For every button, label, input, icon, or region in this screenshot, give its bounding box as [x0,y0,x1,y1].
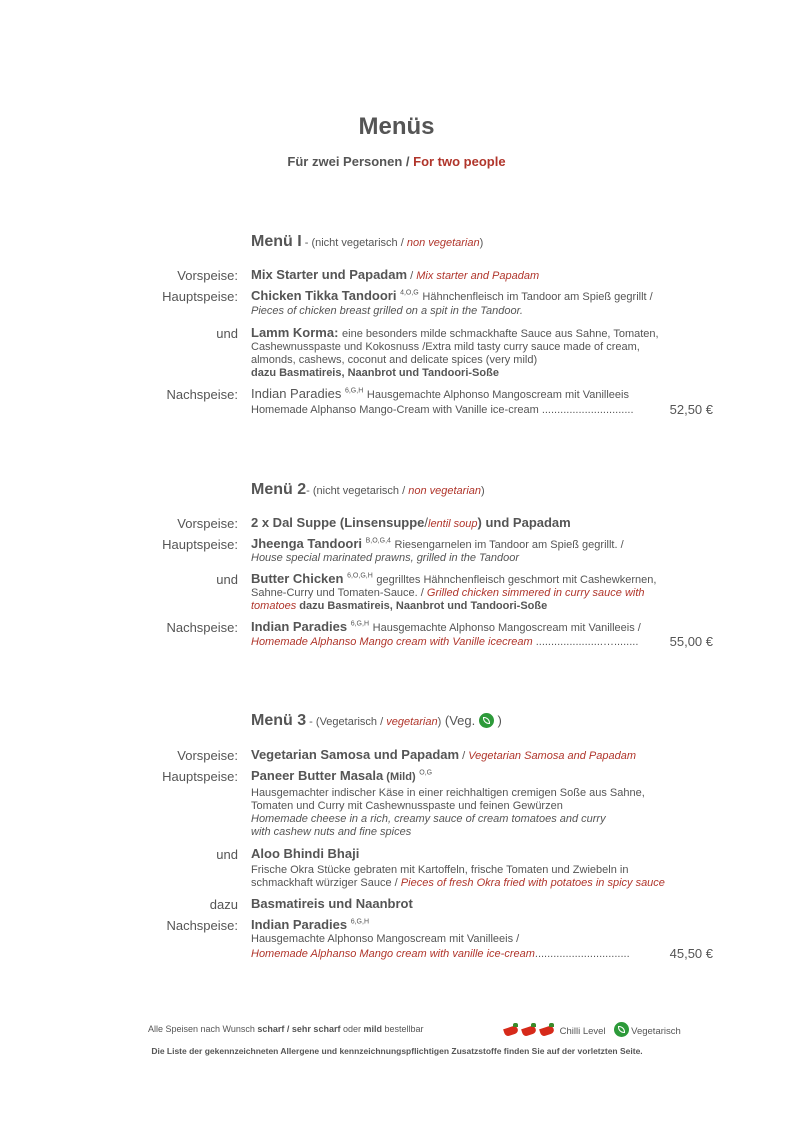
dish-desc-en: with cashew nuts and fine spices [251,826,412,838]
menu-1-note-close: ) [479,237,484,249]
menu-3-note-en: vegetarian [386,716,438,728]
menu-3-starter [251,747,636,762]
allergen-codes: O,G [419,769,433,777]
menu-1-price-line [251,404,713,416]
course-label: Hauptspeise: [162,289,238,304]
menu-2-note-close: ) [481,485,485,497]
menu-2-price: 55,00 € [669,634,713,649]
allergen-codes: 6,O,G,H [347,572,373,580]
allergen-codes: 4,O,G [400,289,419,297]
course-label: Vorspeise: [177,748,238,763]
course-label: Vorspeise: [177,516,238,531]
dish-name: Butter Chicken [251,571,344,586]
chili-icon [539,1023,555,1036]
menu-3-price-line [251,948,713,960]
dish-desc-en: Homemade cheese in a rich, creamy sauce of cream tomatoes and curry [251,813,606,825]
menu-3-dessert [251,917,369,932]
dish-name: Basmatireis und Naanbrot [251,896,413,911]
menu-2-main [251,536,624,551]
dish-desc-en: Homemade Alphanso Mango cream with vanille ice-cream [251,948,535,960]
dish-name: Paneer Butter Masala [251,768,384,783]
menu-1-starter [251,267,539,282]
footer-text-bold: scharf / sehr scharf [257,1024,341,1034]
dish-name: Jheenga Tandoori [251,536,362,551]
dish-name: Indian Paradies [251,917,348,932]
dish-name: Lamm Korma: [251,325,339,340]
dish-name: Mix Starter und Papadam [251,267,408,282]
dish-desc: gegrilltes Hähnchenfleisch geschmort mit Cashewkernen, [376,574,657,586]
subtitle-en: For two people [413,154,506,169]
menu-2-note-en: non vegetarian [408,485,481,497]
dish-name: 2 x Dal Suppe (Linsensuppe [251,515,425,530]
menu-2-name: Menü 2 [251,481,307,498]
dish-name: Chicken Tikka Tandoori [251,288,397,303]
menu-3-note-de: - (Vegetarisch / [306,716,387,728]
menu-1-side [251,325,659,340]
dish-desc: Frische Okra Stücke gebraten mit Kartoffeln, frische Tomaten und Zwiebeln in [251,864,629,876]
dish-desc-en: Pieces of chicken breast grilled on a spit in the Tandoor. [251,305,523,317]
course-label: Nachspeise: [166,620,238,635]
menu-1-dessert [251,386,629,401]
menu-3-veg-open: (Veg. [441,713,479,728]
footer-text: bestellbar [381,1024,424,1034]
menu-2-price-line [251,636,713,648]
course-label: Hauptspeise: [162,769,238,784]
dish-desc-en: Grilled chicken simmered in curry sauce with [426,587,645,599]
dish-desc-line [251,587,645,600]
dish-desc: Cashewnusspaste und Kokosnuss /Extra mild tasty curry sauce made of cream, [251,341,640,353]
subtitle-de: Für zwei Personen / [287,154,414,169]
menu-1-price: 52,50 € [669,402,713,417]
menu-3-name: Menü 3 [251,712,307,729]
dish-name: Indian Paradies [251,386,342,401]
allergen-codes: 6,G,H [350,918,370,926]
dish-desc: Hausgemachte Alphonso Mangoscream mit Vanilleeis / [251,933,520,945]
price-leader: ............................... [534,948,630,960]
dish-desc-en: Homemade Alphanso Mango-Cream with Vanille ice-cream .............................. [251,404,634,416]
dish-sep: / [407,270,417,282]
footer-allergen-note: Die Liste der gekennzeichneten Allergene und kennzeichnungspflichtigen Zusatzstoffe finden Sie auf der vorletzten Seite. [151,1046,643,1056]
dish-sep: / [424,515,428,530]
course-label: Nachspeise: [166,918,238,933]
menu-1-note-en: non vegetarian [406,237,480,249]
chili-icon [521,1023,537,1036]
leaf-icon [479,713,494,728]
page-title: Menüs [358,113,435,140]
dish-name: Aloo Bhindi Bhaji [251,846,360,861]
dish-desc: Hausgemachte Alphonso Mangoscream mit Vanilleeis [366,389,629,401]
menu-1-main [251,288,653,303]
course-label: Nachspeise: [166,387,238,402]
allergen-codes: 6,G,H [344,387,364,395]
course-label: und [216,326,238,341]
menu-3-heading [251,712,502,730]
dish-desc-en: Homemade Alphanso Mango cream with Vanille icecream [251,636,533,648]
dish-desc: Tomaten und Curry mit Cashewnusspaste und feinen Gewürzen [251,800,563,812]
dish-desc-en: Pieces of fresh Okra fried with potatoes in spicy sauce [400,877,665,889]
mild-note: (Mild) [383,771,416,783]
menu-3-price: 45,50 € [669,946,713,961]
price-leader: ......................…........ [532,636,639,648]
menu-3-veg-close: ) [493,713,502,728]
dish-alt-en: Mix starter and Papadam [416,270,540,282]
menu-2-note-de: - (nicht vegetarisch / [306,485,409,497]
menu-2-heading [251,481,485,499]
menu-1-heading [251,233,483,251]
dish-sides: dazu Basmatireis, Naanbrot und Tandoori-Soße [296,600,548,612]
dish-desc-line [251,600,547,613]
dish-sep: / [459,750,469,762]
footer-text: oder [340,1024,364,1034]
dish-desc: Hausgemachter indischer Käse in einer reichhaltigen cremigen Soße aus Sahne, [251,787,645,799]
footer-legend [503,1022,681,1037]
dish-desc-en: tomatoes [251,600,297,612]
course-label: dazu [209,897,238,912]
menu-1-note-de: - (nicht vegetarisch / [301,237,407,249]
dish-desc: Hähnchenfleisch im Tandoor am Spieß gegrillt / [422,291,653,303]
menu-1-name: Menü I [251,233,302,250]
course-label: und [216,847,238,862]
footer-spice-note [148,1024,424,1034]
page-subtitle [0,154,793,169]
menu-2-side [251,571,656,586]
menu-3-side [251,846,359,861]
dish-desc: Riesengarnelen im Tandoor am Spieß gegrillt. / [394,539,624,551]
dish-desc: Hausgemachte Alphonso Mangoscream mit Vanilleeis / [372,622,641,634]
allergen-codes: B,O,G,4 [365,537,391,545]
dish-desc-line [251,877,665,890]
course-label: Hauptspeise: [162,537,238,552]
allergen-codes: 6,G,H [350,620,370,628]
chili-icon [503,1023,519,1036]
menu-2-starter [251,515,571,530]
course-label: Vorspeise: [177,268,238,283]
dish-name: Indian Paradies [251,619,348,634]
menu-2-dessert [251,619,641,634]
menu-3-note-close: ) [437,716,442,728]
vegetarian-label: Vegetarisch [631,1026,681,1037]
menu-3-extra [251,896,413,911]
dish-desc: almonds, cashews, coconut and delicate spices (very mild) [251,354,538,366]
footer-text: Alle Speisen nach Wunsch [148,1024,258,1034]
dish-desc-en: House special marinated prawns, grilled in the Tandoor [251,552,520,564]
dish-name: Vegetarian Samosa und Papadam [251,747,460,762]
leaf-icon [614,1022,629,1037]
dish-alt-en: Vegetarian Samosa and Papadam [468,750,637,762]
footer-text-bold: mild [363,1024,382,1034]
course-label: und [216,572,238,587]
chilli-level-label: Chilli Level [559,1026,606,1037]
dish-desc: Sahne-Curry und Tomaten-Sauce. / [251,587,427,599]
dish-sides: dazu Basmatireis, Naanbrot und Tandoori-Soße [251,367,499,379]
menu-3-main [251,768,432,783]
dish-desc: eine besonders milde schmackhafte Sauce aus Sahne, Tomaten, [342,328,659,340]
dish-name-end: ) und Papadam [477,515,571,530]
dish-desc: schmackhaft würziger Sauce / [251,877,401,889]
dish-alt-en: lentil soup [428,518,478,530]
